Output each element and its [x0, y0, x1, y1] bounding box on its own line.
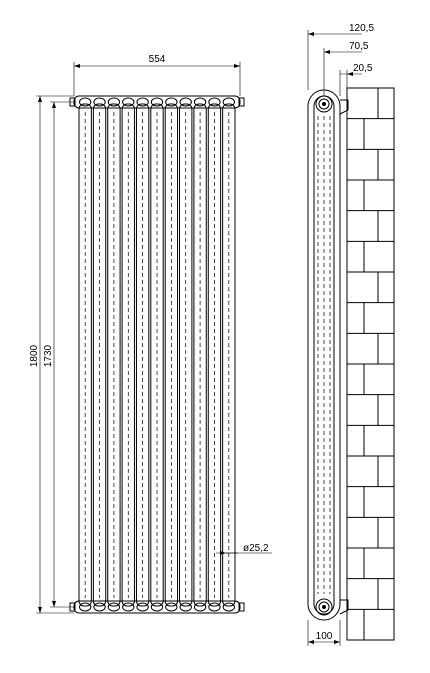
radiator-tube — [165, 104, 177, 606]
depth-total-label: 120,5 — [349, 23, 375, 34]
tube-top-bulge — [180, 98, 191, 106]
depth-bottom-dimension — [308, 620, 340, 646]
tube-top-bulge — [194, 98, 205, 106]
tube-bottom-bulge — [180, 603, 191, 611]
tube-bottom-bulge — [166, 603, 177, 611]
radiator-tube — [93, 104, 105, 606]
radiator-tube — [108, 104, 120, 606]
tube-top-bulge — [166, 98, 177, 106]
radiator-tube — [151, 104, 163, 606]
radiator-tube — [79, 104, 91, 606]
radiator-tube — [194, 104, 206, 606]
side-view — [308, 88, 394, 640]
tube-bottom-bulge — [94, 603, 105, 611]
front-view — [70, 96, 244, 613]
tube-top-bulge — [80, 98, 91, 106]
tube-top-bulge — [151, 98, 162, 106]
tube-bottom-bulge — [209, 603, 220, 611]
radiator-tubes — [79, 98, 235, 611]
tube-bottom-bulge — [223, 603, 234, 611]
tube-top-bulge — [94, 98, 105, 106]
depth-wall-label: 20,5 — [353, 63, 373, 74]
depth-bottom-label: 100 — [315, 631, 333, 642]
height-centers-label: 1730 — [43, 344, 54, 368]
tube-bottom-bulge — [108, 603, 119, 611]
radiator-tube — [136, 104, 148, 606]
tube-top-bulge — [123, 98, 134, 106]
tube-bottom-bulge — [151, 603, 162, 611]
height-overall-label: 1800 — [29, 344, 40, 368]
tube-bottom-bulge — [137, 603, 148, 611]
width-dimension — [74, 54, 240, 96]
radiator-tube — [208, 104, 220, 606]
pipe-diameter-label: ø25,2 — [243, 543, 269, 554]
height-centers-dimension — [43, 102, 74, 607]
radiator-tube — [122, 104, 134, 606]
tube-bottom-bulge — [123, 603, 134, 611]
wall-bricks — [347, 88, 394, 640]
width-label: 554 — [148, 54, 166, 65]
tube-bottom-bulge — [80, 603, 91, 611]
depth-wall-dimension — [340, 63, 373, 96]
depth-total-dimension — [308, 23, 374, 90]
tube-top-bulge — [209, 98, 220, 106]
tube-top-bulge — [108, 98, 119, 106]
tube-bottom-bulge — [194, 603, 205, 611]
radiator-tube — [180, 104, 192, 606]
tube-top-bulge — [223, 98, 234, 106]
tube-top-bulge — [137, 98, 148, 106]
radiator-tube — [223, 104, 235, 606]
pipe-diameter-callout — [216, 543, 272, 555]
depth-mid-label: 70,5 — [349, 41, 369, 52]
